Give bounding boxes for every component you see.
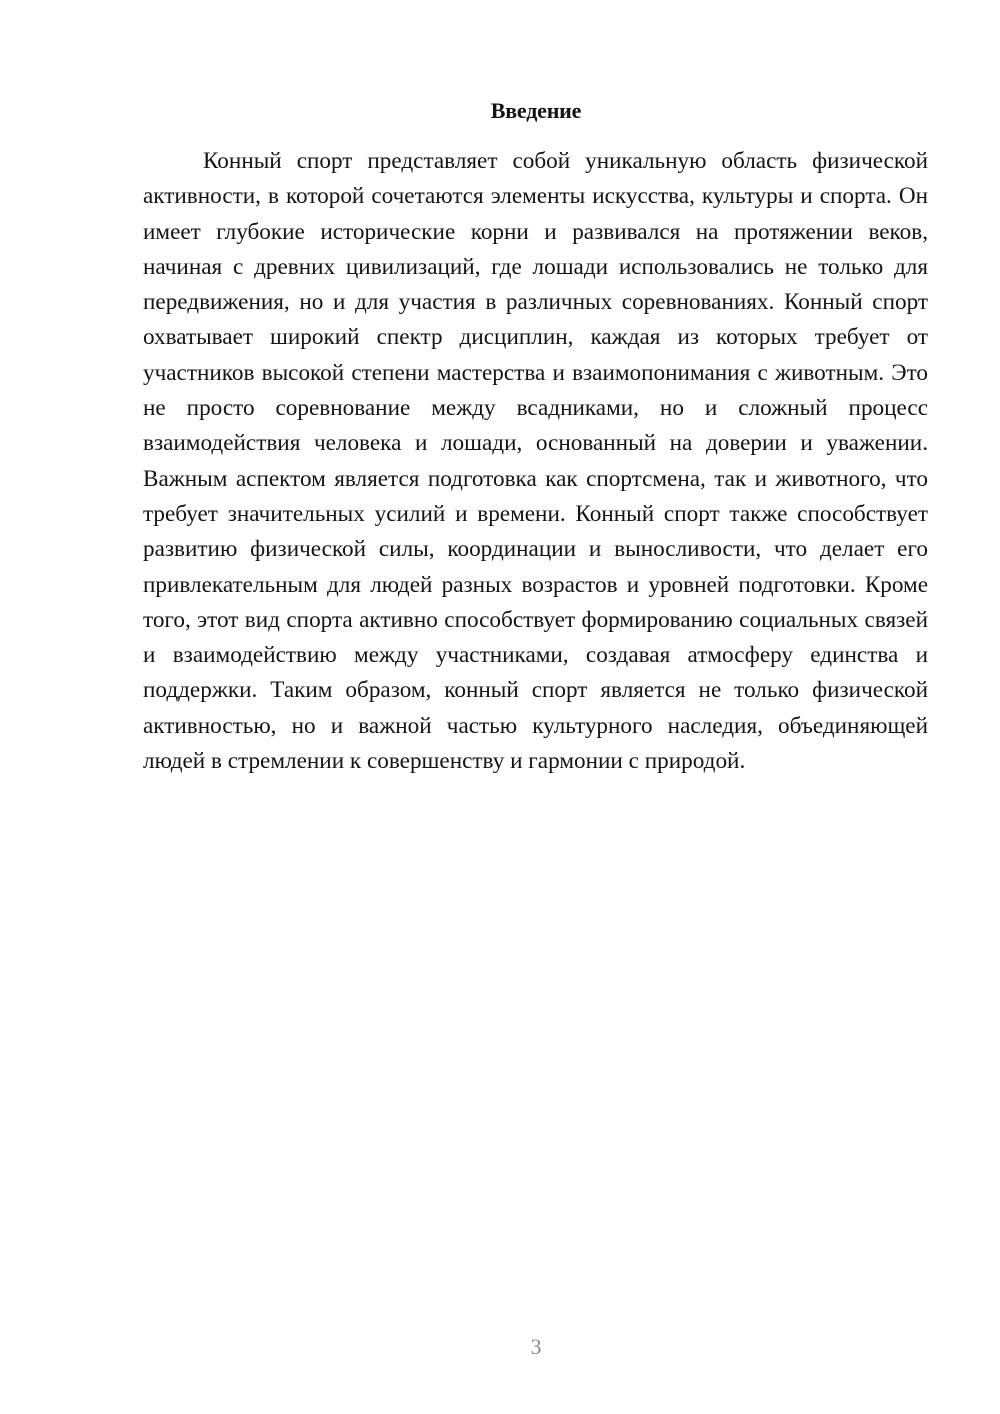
page-number: 3	[530, 1334, 542, 1359]
body-paragraph: Конный спорт представляет собой уникальную область физической активности, в которой сочетаются элементы искусства, культуры и спорта. Он имеет глубокие исторические корни и развивался на протяжении веков, начиная с древних цивилизаций, где лошади использовались не только для передвижения, но и для участия в различных соревнованиях. Конный спорт охватывает широкий спектр дисциплин, каждая из которых требует от участников высокой степени мастерства и взаимопонимания с животным. Это не просто соревнование между всадниками, но и сложный процесс взаимодействия человека и лошади, основанный на доверии и уважении. Важным аспектом является подготовка как спортсмена, так и животного, что требует значительных усилий и времени. Конный спорт также способствует развитию физической силы, координации и выносливости, что делает его привлекательным для людей разных возрастов и уровней подготовки. Кроме того, этот вид спорта активно способствует формированию социальных связей и взаимодействию между участниками, создавая атмосферу единства и поддержки. Таким образом, конный спорт является не только физической активностью, но и важной частью культурного наследия, объединяющей людей в стремлении к совершенству и гармонии с природой.	[143, 148, 928, 775]
section-heading: Введение	[490, 98, 582, 123]
